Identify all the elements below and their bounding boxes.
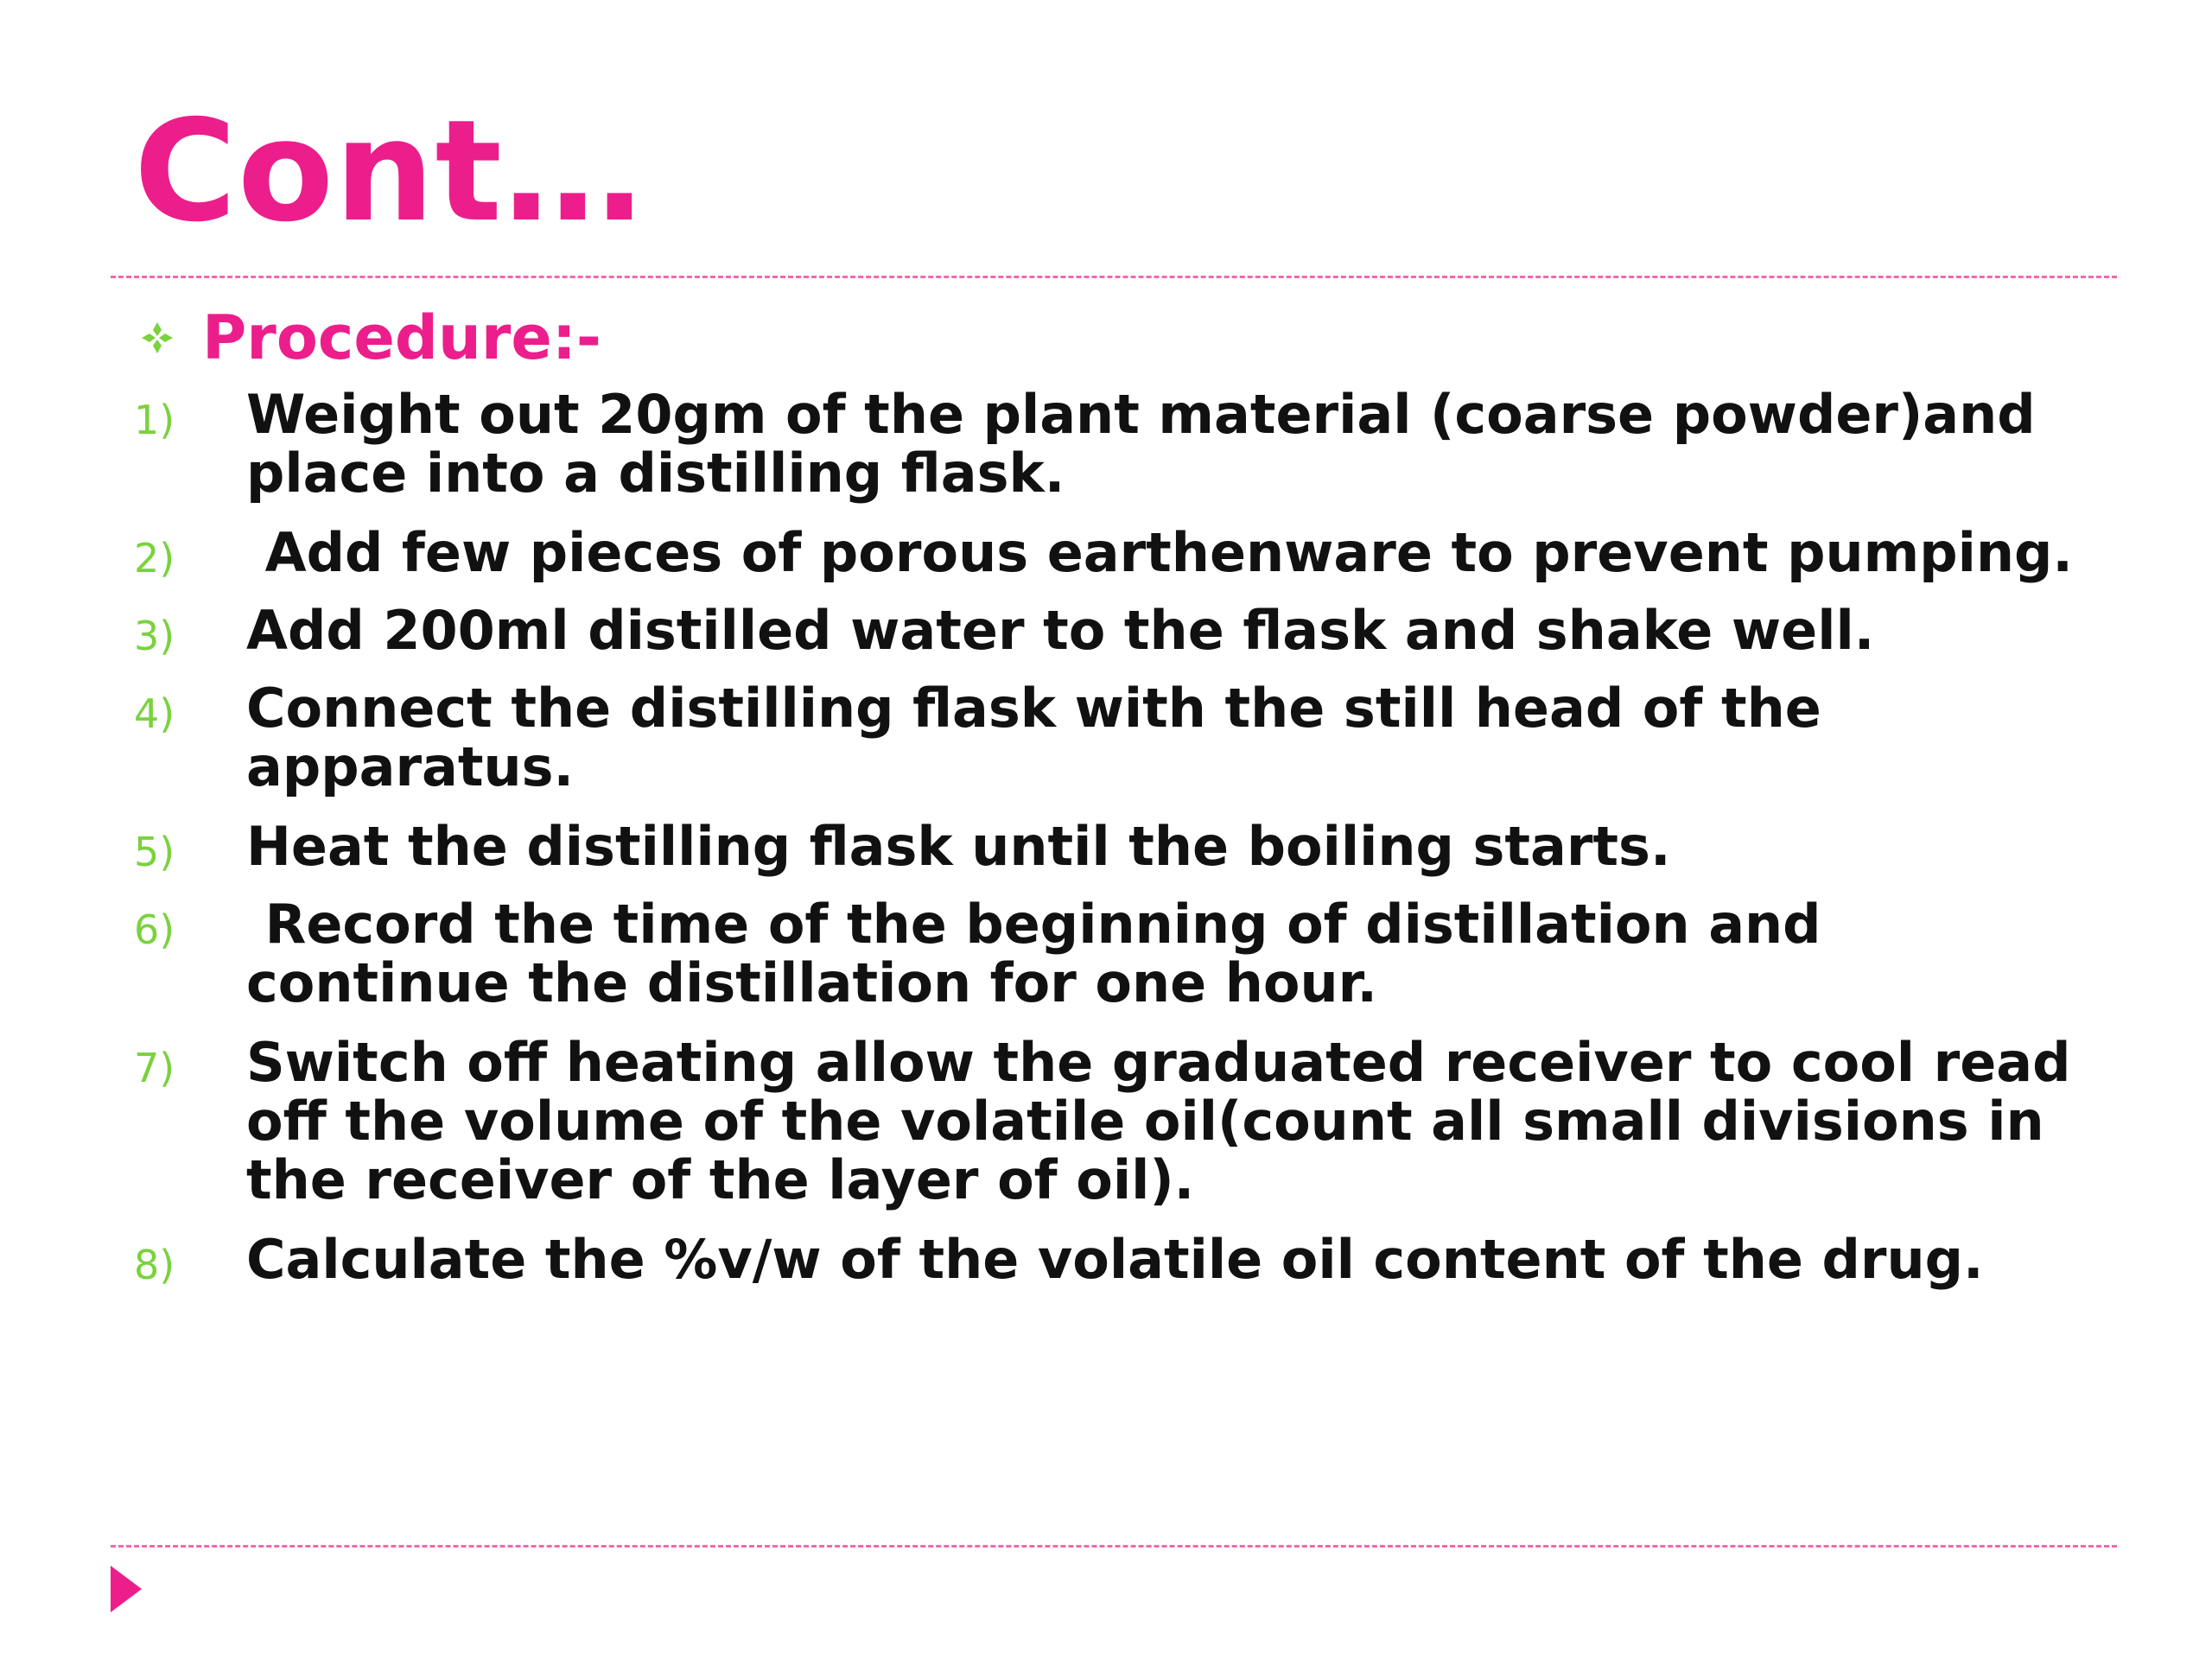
list-item xyxy=(134,895,2087,1013)
step-number: 3) xyxy=(134,613,175,659)
step-number: 1) xyxy=(134,397,175,443)
list-item xyxy=(134,521,2087,588)
play-arrow-icon xyxy=(111,1566,142,1612)
procedure-heading-label: Procedure:- xyxy=(202,302,601,373)
list-item xyxy=(134,817,2087,881)
step-number: 8) xyxy=(134,1242,175,1288)
step-number: 7) xyxy=(134,1045,175,1091)
step-text: Add few pieces of porous earthenware to prevent pumping. xyxy=(246,521,2073,584)
step-text: Switch off heating allow the graduated receiver to cool read off the volume of the volatile oil(count all small divisions in the receiver of the layer of oil). xyxy=(246,1031,2071,1211)
step-text: Add 200ml distilled water to the flask and shake well. xyxy=(246,599,1875,662)
step-text: Connect the distilling flask with the still head of the apparatus. xyxy=(246,677,1821,798)
step-number: 5) xyxy=(134,829,175,875)
list-item xyxy=(134,1230,2087,1294)
step-text: Heat the distilling flask until the boiling starts. xyxy=(246,815,1671,878)
list-item xyxy=(134,1033,2087,1210)
step-number: 6) xyxy=(134,906,175,953)
list-item xyxy=(134,601,2087,665)
list-item xyxy=(134,679,2087,797)
step-number: 2) xyxy=(134,535,175,582)
list-item xyxy=(134,385,2087,503)
step-text: Weight out 20gm of the plant material (coarse powder)and place into a distilling flask. xyxy=(246,383,2036,505)
step-text: Calculate the %v/w of the volatile oil content of the drug. xyxy=(246,1228,1984,1291)
step-number: 4) xyxy=(134,690,175,737)
footer-divider xyxy=(111,1545,2117,1548)
slide-title: Cont… xyxy=(134,91,644,253)
step-text: Record the time of the beginning of distillation and continue the distillation for one hour. xyxy=(246,893,1840,1014)
